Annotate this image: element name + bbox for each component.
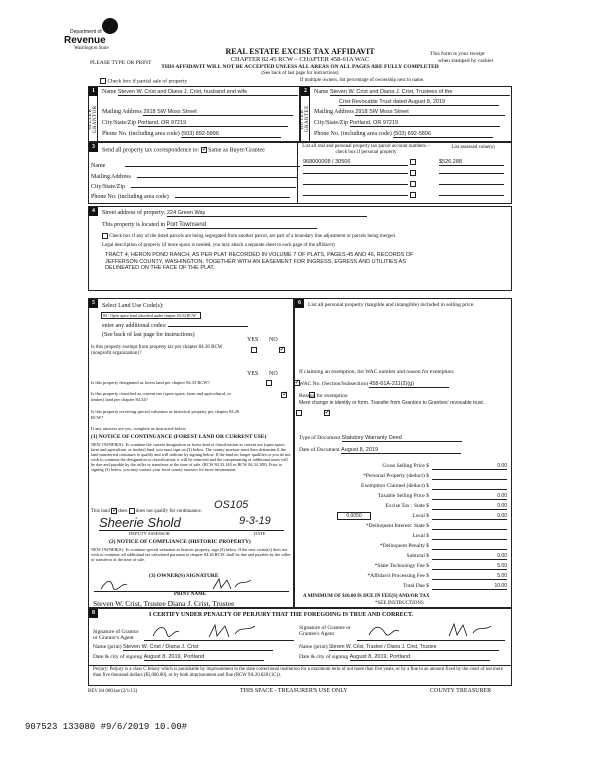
fee-line-label: Subtotal $: [406, 553, 429, 559]
parcel-line-3[interactable]: [303, 184, 408, 185]
corr-phone-label: Phone No. (including area code): [91, 194, 169, 200]
personal-property-checkbox[interactable]: [410, 159, 416, 165]
section-number: 4: [89, 207, 98, 216]
exemption-reason[interactable]: Mere change in identity or form. Transfer from Grantors to Grantors' revocable trust.: [299, 400, 485, 406]
doc-date-label: Date of Document: [299, 447, 340, 453]
corr-mailing[interactable]: [137, 177, 297, 178]
corr-name[interactable]: [125, 166, 300, 167]
buyer-name[interactable]: Steven W. Crist and Diana J. Crist, Trustees of the: [330, 89, 510, 96]
seller-phone[interactable]: (503) 892-5896: [181, 131, 281, 138]
partial-sale-checkbox[interactable]: [100, 78, 106, 84]
no-header-2: NO: [269, 371, 278, 377]
personal-property-checkbox-4[interactable]: [410, 192, 416, 198]
cashier-stamp: 907523 133080 #9/6/2019 10.00#: [25, 722, 188, 732]
grantee-signature[interactable]: [359, 621, 504, 639]
personal-property-label: List all personal property (tangible and intangible) included in selling price.: [308, 302, 475, 308]
seller-name-label: Name: [102, 89, 117, 95]
treasurer-use: THIS SPACE - TREASURER'S USE ONLY: [240, 688, 348, 694]
personal-property-checkbox-3[interactable]: [410, 181, 416, 187]
fee-line-value[interactable]: 0.00: [432, 463, 507, 470]
land-use-see-back: (See back of last page for instructions): [102, 332, 195, 338]
notice1-text: NEW OWNER(S): To continue the current designation as forest land or classification as current use (open space, farm and agriculture, or timber) land, you must sign on (3) below. The county assessor must then determine if the land transferred continues to qualify and will indicate by signing below. If the land no longer qualifies or you do not wish to continue the designation or classification, it will be removed and the compensating or additional taxes will be due and payable by the seller or transferor at the time of sale. (RCW 84.33.140 or RCW 84.34.108). Prior to signing (3) below, you may contact your local county assessor for more information.: [91, 442, 291, 472]
parcel-header: List all real and personal property tax parcel account numbers – check box if personal property: [302, 144, 430, 155]
buyer-section: [300, 86, 512, 142]
section-number: 6: [295, 299, 304, 308]
seller-section: [88, 86, 300, 142]
assessed-header: List assessed value(s): [451, 145, 495, 150]
print-label: PLEASE TYPE OR PRINT: [90, 60, 152, 66]
street-label: Street address of property:: [102, 210, 166, 216]
owner-signatures[interactable]: [93, 577, 289, 591]
street-address[interactable]: 224 Green Way: [167, 210, 367, 217]
owner-sig-label: (3) OWNER(S) SIGNATURE: [149, 573, 219, 579]
wac-label: WAC No. (Section/Subsection): [299, 381, 368, 387]
fee-line-value[interactable]: [432, 543, 507, 550]
fee-line-label: *State Technology Fee $: [374, 563, 429, 569]
receipt-note-2: when stamped by cashier: [438, 58, 494, 64]
section-number: 8: [89, 609, 98, 618]
does-not-label: does not qualify for continuance.: [135, 509, 202, 515]
minimum-note: A MINIMUM OF $10.00 IS DUE IN FEE(S) AND/OR TAX: [303, 594, 430, 599]
print-name-label: PRINT NAME: [174, 592, 206, 597]
fee-line-value[interactable]: 10.00: [432, 583, 507, 590]
grantor-date-label: Date & city of signing: [93, 654, 143, 660]
notice2-title: (2) NOTICE OF COMPLIANCE (HISTORIC PROPERTY): [109, 539, 251, 545]
fee-line-label: Local $: [412, 513, 429, 519]
personal-property-checkbox-2[interactable]: [410, 170, 416, 176]
same-as-label: Same as Buyer/Grantee: [208, 147, 265, 154]
parcel-number[interactable]: 968000008 / 30506: [303, 159, 408, 166]
segregated-label: Check box if any of the listed parcels are being segregated from another parcel, are part of a boundary line adjustment or parcels being merged.: [109, 234, 396, 240]
exemption-section: [294, 298, 512, 608]
form-title: REAL ESTATE EXCISE TAX AFFIDAVIT: [225, 47, 375, 56]
seller-mailing[interactable]: 2918 SW Moss Street: [143, 109, 293, 116]
fee-line-value[interactable]: 0.00: [432, 493, 507, 500]
yes-header: YES: [247, 337, 259, 343]
section-number: 1: [89, 87, 98, 96]
corr-city[interactable]: [131, 187, 296, 188]
seller-city[interactable]: Portland, OR 97219: [138, 120, 288, 127]
grantor-date[interactable]: August 8, 2019, Portland: [144, 654, 264, 661]
owner-print-name[interactable]: Steven W. Crist, Trustee Diana J. Crist, Trustee: [93, 599, 235, 608]
rev-number: REV 84 0001ae (2/1/13): [88, 689, 138, 694]
no-header: NO: [269, 337, 278, 343]
land-use-select[interactable]: 84 - Open space land classified under chapter 84.34 RCW: [101, 312, 201, 319]
fee-line-label: Taxable Selling Price $: [377, 493, 429, 499]
fee-line-label: *Delinquent Penalty $: [379, 543, 429, 549]
notice2-text: NEW OWNER(S): To continue special valuation as historic property, sign (3) below. If the new owner(s) does not wish to continue, all additional tax calculated pursuant to chapter 84.26 RCW, shall be due and payable by the seller or transferor at the time of sale.: [91, 547, 291, 562]
buyer-city[interactable]: Portland, OR 97219: [350, 120, 500, 127]
land-use-section: [88, 298, 294, 608]
local-rate-box[interactable]: 0.0050: [337, 512, 371, 520]
buyer-name-line-2[interactable]: Crist Revocable Trust dated August 8, 2019: [339, 99, 499, 106]
grantee-date[interactable]: August 8, 2019, Portland: [350, 654, 490, 661]
fee-line-value[interactable]: [432, 473, 507, 480]
fee-line-label: Excise Tax : State $: [385, 503, 429, 509]
fee-line-value[interactable]: [432, 533, 507, 540]
open-space-question: Is this property classified as current use (open space, farm and agricultural, or timber) land per chapter 84.34?: [91, 391, 231, 402]
reference-number: OS105: [214, 499, 249, 511]
perjury-notice: Perjury: Perjury is a class C felony which is punishable by imprisonment in the state correctional institution for a maximum term of not more than five years, or by a fine in an amount fixed by the court of not more than five thousand dollars ($5,000.00), or by both imprisonment and fine (RCW 9A.20.020 (1C)).: [93, 667, 503, 678]
fee-line-value[interactable]: 0.00: [432, 553, 507, 560]
form-notice: THIS AFFIDAVIT WILL NOT BE ACCEPTED UNLESS ALL AREAS ON ALL PAGES ARE FULLY COMPLETED: [161, 64, 439, 70]
located-label: This property is located in: [102, 222, 165, 228]
buyer-phone-label: Phone No. (including area code): [314, 131, 392, 137]
county-treasurer: COUNTY TREASURER: [430, 688, 492, 694]
land-use-label: Select Land Use Code(s):: [102, 303, 164, 309]
does-not-checkbox[interactable]: [129, 508, 135, 514]
form-chapter: CHAPTER 82.45 RCW – CHAPTER 458-61A WAC: [230, 56, 370, 63]
assessed-line-2[interactable]: [439, 173, 504, 174]
buyer-side-label: BUYER GRANTEE: [301, 96, 310, 142]
fee-line-label: Local $: [412, 533, 429, 539]
section-number: 5: [89, 299, 98, 308]
corr-city-label: City/State/Zip: [91, 184, 125, 190]
wac-intro: If claiming an exemption, list WAC number and reason for exemption:: [299, 369, 455, 375]
legal-description[interactable]: TRACT 4, HERON POND RANCH, AS PER PLAT RECORDED IN VOLUME 7 OF PLATS, PAGES 45 AND 46, RECORDS OF JEFFERSON COUNTY, WASHINGTON. TOGETHER WITH AN EASEMENT FOR INGRESS, EGRESS AND UTILITIES AS DELINEATED ON THE FACE OF THE PLAT.: [105, 252, 414, 271]
grantor-name-label: Name (print): [93, 644, 122, 650]
seller-mailing-label: Mailing Address: [102, 109, 142, 115]
grantee-date-label: Date & city of signing: [299, 654, 349, 660]
buyer-mailing-label: Mailing Address: [314, 109, 354, 115]
form-see-back: (See back of last page for instructions): [261, 71, 339, 76]
fee-line-value[interactable]: 0.00: [432, 513, 507, 520]
historic-question: Is this property receiving special valuation as historical property per chapter 84.26 RCW?: [91, 409, 240, 420]
assessor-date[interactable]: 9-3-19: [239, 515, 271, 527]
parcel-line-4[interactable]: [303, 195, 408, 196]
certification-section: [88, 608, 512, 686]
seller-side-label: SELLER GRANTOR: [89, 96, 98, 142]
parcel-line-2[interactable]: [303, 173, 408, 174]
assessor-signature[interactable]: Sheerie Shold: [99, 515, 181, 530]
fee-line-label: *Personal Property (deduct) $: [363, 473, 429, 479]
same-as-buyer-checkbox[interactable]: [201, 147, 207, 153]
forest-yes-checkbox[interactable]: [266, 380, 272, 386]
grantee-name-label: Name (print): [299, 644, 328, 650]
fee-line-label: *Affidavit Processing Fee $: [367, 573, 429, 579]
additional-codes-input[interactable]: [168, 326, 248, 327]
forest-question: Is this property designated as forest land per chapter 84.33 RCW?: [91, 380, 210, 385]
date-label: DATE: [254, 531, 266, 536]
seller-city-label: City/State/Zip: [102, 120, 136, 126]
corr-phone[interactable]: [175, 197, 290, 198]
logo-dept: Department of: [70, 29, 102, 35]
grantor-sig-label: Signature of Grantor or Grantor's Agent: [93, 629, 139, 641]
logo-state: Washington State: [74, 46, 109, 51]
segregated-checkbox[interactable]: [102, 233, 108, 239]
does-label: does: [118, 509, 128, 515]
fee-line-label: Exemption Claimed (deduct) $: [361, 483, 429, 489]
partial-sale: Check box if partial sale of property: [100, 78, 187, 84]
logo-mark-icon: [102, 18, 118, 34]
seller-phone-label: Phone No. (including area code): [102, 131, 180, 137]
this-land-label: This land: [91, 509, 110, 515]
if-any-yes: If any answers are yes, complete as instructed below.: [91, 426, 187, 431]
receipt-note-1: This form is your receipt: [430, 51, 485, 57]
corr-name-label: Name: [91, 163, 106, 169]
does-checkbox[interactable]: [111, 508, 117, 514]
reason-label: Reason for exemption: [299, 393, 348, 399]
seller-name[interactable]: Steven W. Crist and Diana J. Crist, husband and wife: [118, 89, 298, 96]
correspondence-section: [88, 142, 512, 204]
grantee-sig-label: Signature of Grantee or Grantee's Agent: [299, 625, 351, 637]
yes-header-2: YES: [247, 371, 259, 377]
assessed-value[interactable]: $526,288: [439, 159, 504, 166]
logo-name: Revenue: [64, 35, 106, 46]
additional-codes-label: enter any additional codes:: [102, 323, 167, 329]
fee-line-value[interactable]: [432, 523, 507, 530]
fee-line-value[interactable]: 5.00: [432, 563, 507, 570]
doc-date[interactable]: August 8, 2019: [341, 447, 461, 454]
buyer-city-label: City/State/Zip: [314, 120, 348, 126]
fee-line-value[interactable]: 5.00: [432, 573, 507, 580]
deputy-label: DEPUTY ASSESSOR: [129, 531, 170, 536]
corr-mailing-label: Mailing Address: [91, 174, 131, 180]
doc-type-label: Type of Document: [299, 435, 341, 441]
buyer-phone[interactable]: (503) 892-5896: [393, 131, 493, 138]
exempt-no-checkbox[interactable]: [279, 347, 285, 353]
fee-line-label: *Delinquent Interest: State $: [365, 523, 429, 529]
fee-line-value[interactable]: [432, 483, 507, 490]
fee-line-label: Total Due $: [403, 583, 429, 589]
assessed-line-3[interactable]: [439, 184, 504, 185]
multiple-owners-note: If multiple owners, list percentage of ownership next to name.: [300, 78, 425, 83]
located-in[interactable]: Port Townsend: [167, 222, 317, 229]
fee-line-value[interactable]: 0.00: [432, 503, 507, 510]
grantor-name[interactable]: Steven W. Crist / Diana J. Crist: [123, 644, 273, 651]
exempt-question: Is this property exempt from property tax per chapter 84.36 RCW (nonprofit organization)?: [91, 345, 223, 356]
see-instructions: *SEE INSTRUCTIONS: [375, 601, 424, 606]
property-section: [88, 206, 512, 291]
exempt-yes-checkbox[interactable]: [251, 347, 257, 353]
send-label: Send all property tax correspondence to:: [102, 147, 200, 154]
buyer-name-label: Name: [314, 89, 329, 95]
doc-type[interactable]: Statutory Warranty Deed: [342, 435, 462, 442]
section-number: 2: [301, 87, 310, 96]
assessed-line-4[interactable]: [439, 195, 504, 196]
open-space-yes-checkbox[interactable]: [281, 392, 287, 398]
wac-number[interactable]: 458-61A-211(2)(g): [369, 381, 449, 388]
notice1-title: (1) NOTICE OF CONTINUANCE (FOREST LAND OR CURRENT USE): [91, 434, 267, 440]
grantor-signature[interactable]: [149, 622, 289, 640]
legal-label: Legal description of property (if more space is needed, you may attach a separate sheet to each page of the affidavit): [102, 243, 335, 248]
buyer-mailing[interactable]: 2918 SW Moss Street: [355, 109, 505, 116]
grantee-name[interactable]: Steven W. Crist, Trustee / Diana J. Crist, Trustee: [329, 644, 499, 651]
section-number: 3: [89, 143, 98, 152]
certify-statement: I CERTIFY UNDER PENALTY OF PERJURY THAT THE FOREGOING IS TRUE AND CORRECT.: [149, 612, 414, 618]
fee-line-label: Gross Selling Price $: [382, 463, 429, 469]
